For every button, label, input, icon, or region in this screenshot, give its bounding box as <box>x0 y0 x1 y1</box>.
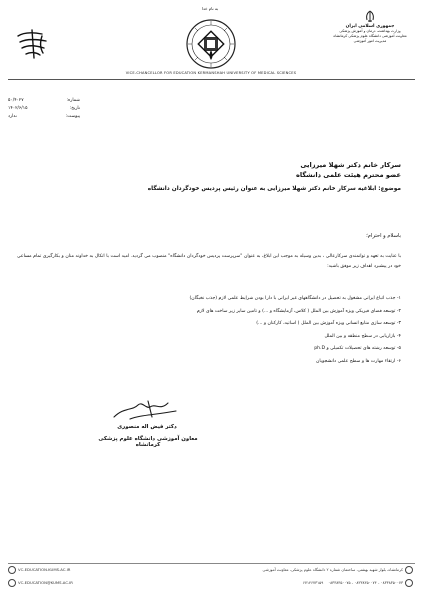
recipient-role: عضو محترم هیئت علمی دانشگاه <box>295 171 401 179</box>
footer-website[interactable]: VC-EDUCATION.KUMS.AC.IR <box>18 567 71 572</box>
emblem-caption: به نام خدا <box>201 6 219 11</box>
footer-phone-numbers: ۰۸۳۳۸۳۵۰۰۷۳ - ۰۸۳۳۸۳۵۰۰۷۴ - ۰۸۳۳۸۳۵۰۰۷۵ <box>328 580 403 585</box>
ministry-header <box>325 24 415 44</box>
english-caption: VICE-CHANCELLOR FOR EDUCATION KERMANSHAH UNIVERSITY OF MEDICAL SCIENCES <box>125 71 297 75</box>
recipient-block <box>296 160 401 180</box>
meta-date-row <box>8 105 80 113</box>
meta-number-row <box>8 97 80 105</box>
iran-emblem-icon <box>363 10 377 24</box>
list-item: ۴- بازاریابی در سطح منطقه و بین الملل <box>324 333 401 339</box>
list-item: ۲- توسعه فضای فیزیکی ویژه آموزش بین الملل ( کلاس، آزمایشگاه و ...) و تامین سایر زیر ساخت های لازم <box>196 308 401 314</box>
ministry-line-4: مدیریت امور آموزشی <box>353 39 387 43</box>
list-item: ۱- جذب اتباع ایرانی مشغول به تحصیل در دانشگاههای غیر ایرانی با دارا بودن شرایط علمی لازم (جذب نخبگان) <box>189 296 401 301</box>
objectives-list <box>21 293 401 369</box>
ministry-line-1: جمهوری اسلامی ایران <box>345 24 395 29</box>
footer-address: کرمانشاه، بلوار شهید بهشتی، ساختمان شماره ۲ دانشگاه علوم پزشکی، معاونت آموزشی <box>262 567 403 572</box>
phone-icon <box>405 579 413 587</box>
meta-number-label: شماره: <box>66 98 80 103</box>
letter-meta <box>8 97 80 121</box>
signatory-name: دکتر فیض اله منصوری <box>117 424 177 430</box>
meta-attachment-label: پیوست: <box>65 114 80 119</box>
list-item: ۵- توسعه رشته های تحصیلات تکمیلی و ph.D <box>314 346 401 352</box>
globe-icon <box>8 566 16 574</box>
location-icon <box>405 566 413 574</box>
header-divider <box>8 79 415 80</box>
footer-email[interactable]: VC-EDUCATION@KUMS.AC.IR <box>18 580 73 585</box>
list-item: ۳- توسعه سازی منابع انسانی ویژه آموزش بین الملل ( اساتید، کارکنان و ...) <box>256 321 401 327</box>
calligraphy-seal-icon <box>12 26 52 62</box>
university-logo-icon <box>185 18 237 70</box>
meta-date-label: تاریخ: <box>69 106 80 111</box>
salutation: باسلام و احترام؛ <box>366 233 401 239</box>
footer-postal-code: ۶۷۱۴۶۷۳۱۵۹ <box>302 580 324 585</box>
ministry-line-2: وزارت بهداشت، درمان و آموزش پزشکی <box>339 29 401 33</box>
footer-phone <box>303 580 403 585</box>
ministry-line-3: معاونت آموزشی دانشگاه علوم پزشکی کرمانشاه <box>333 34 407 38</box>
page-footer <box>8 567 415 595</box>
letter-body: با عنایت به تعهد و توانمندی سرکارعالی ، بدین وسیله به موجب این ابلاغ، به عنوان "سرپرست پردیس خودگردان دانشگاه" منصوب می گردید. امید است با اتکال به خداوند منان و بکارگیری تمام مساعی خود در پیشبرد اهداف زیر موفق باشید: <box>17 254 401 269</box>
meta-attachment-row <box>8 113 80 121</box>
signatory-title: معاون آموزشی دانشگاه علوم پزشکی کرمانشاه <box>98 436 198 448</box>
letter-subject: موضوع: ابلاغیه سرکار خانم دکتر شهلا میرزایی به عنوان رئیس پردیس خودگردان دانشگاه <box>147 186 401 192</box>
footer-divider <box>8 563 415 564</box>
list-item: ۶- ارتقاء مهارت ها و سطح علمی دانشجویان <box>316 358 401 364</box>
handwritten-signature <box>110 397 182 423</box>
recipient-name: سرکار خانم دکتر شهلا میرزایی <box>300 161 401 169</box>
mail-icon <box>8 579 16 587</box>
meta-number-value: ۵۰/۴۰۲۷ <box>8 98 24 103</box>
meta-date-value: ۱۴۰۲/۶/۱۵ <box>8 106 28 111</box>
meta-attachment-value: ندارد <box>8 114 17 119</box>
